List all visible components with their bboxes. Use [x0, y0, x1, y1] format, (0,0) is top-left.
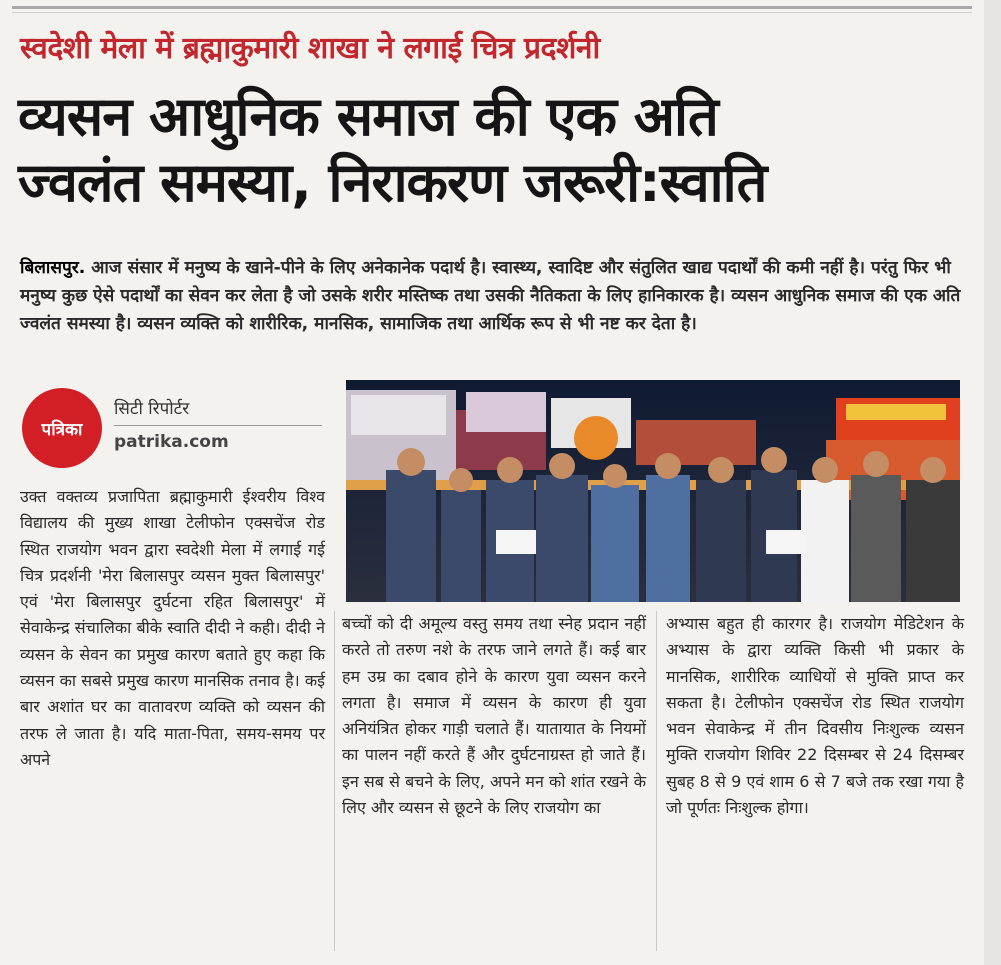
- intro-text: आज संसार में मनुष्य के खाने-पीने के लिए अनेकानेक पदार्थ है। स्वास्थ्य, स्वादिष्ट और संतुलित खाद्य पदार्थों की कमी नहीं है। परंतु फिर भी मनुष्य कुछ ऐसे पदार्थों का सेवन कर लेता है जो उसके शरीर मस्तिष्क तथा उसकी नैतिकता के लिए हानिकारक है। व्यसन आधुनिक समाज की एक अति ज्वलंत समस्या है। व्यसन व्यक्ति को शारीरिक, मानसिक, सामाजिक तथा आर्थिक रूप से भी नष्ट कर देता है।: [20, 258, 961, 334]
- headline-line-1: व्यसन आधुनिक समाज की एक अति: [18, 85, 718, 148]
- headline-line-2: ज्वलंत समस्या, निराकरण जरूरी:स्वाति: [18, 151, 767, 214]
- main-headline: [18, 84, 978, 216]
- column-divider: [334, 611, 335, 951]
- article-column-2: बच्चों को दी अमूल्य वस्तु समय तथा स्नेह प्रदान नहीं करते तो तरुण नशे के तरफ जाने लगते हैं। कई बार हम उम्र का दबाव होने के कारण युवा व्यसन करने लगता है। समाज में व्यसन के कारण ही युवा अनियंत्रित होकर गाड़ी चलाते हैं। यातायात के नियमों का पालन नहीं करते हैं और दुर्घटनाग्रस्त हो जाते हैं। इन सब से बचने के लिए, अपने मन को शांत रखने के लिए और व्यसन से छूटने के लिए राजयोग का: [342, 614, 646, 818]
- byline-rule: [114, 425, 322, 426]
- patrika-logo: [22, 388, 102, 468]
- dateline: बिलासपुर.: [20, 258, 86, 278]
- intro-paragraph: [20, 254, 964, 338]
- article-column-1: उक्त वक्तव्य प्रजापिता ब्रह्माकुमारी ईश्वरीय विश्व विद्यालय की मुख्य शाखा टेलीफोन एक्सचेंज रोड स्थित राजयोग भवन द्वारा स्वदेशी मेला में लगाई गई चित्र प्रदर्शनी 'मेरा बिलासपुर व्यसन मुक्त बिलासपुर' एवं 'मेरा बिलासपुर दुर्घटना रहित बिलासपुर' में सेवाकेन्द्र संचालिका बीके स्वाति दीदी ने कही। दीदी ने व्यसन के सेवन का प्रमुख कारण बताते हुए कहा कि व्यसन का सबसे प्रमुख कारण मानसिक तनाव है। कई बार अशांत घर का वातावरण व्यक्ति को व्यसन की तरफ ले जाता है। यदि माता-पिता, समय-समय पर अपने: [20, 487, 325, 769]
- exhibition-photo: [346, 380, 960, 602]
- article-column-3: अभ्यास बहुत ही कारगर है। राजयोग मेडिटेशन के अभ्यास के द्वारा व्यक्ति किसी भी प्रकार के मानसिक, शारीरिक व्याधियों से मुक्ति प्राप्त कर सकता है। टेलीफोन एक्सचेंज रोड स्थित राजयोग भवन सेवाकेन्द्र में तीन दिवसीय निःशुल्क व्यसन मुक्ति राजयोग शिविर 22 दिसम्बर से 24 दिसम्बर सुबह 8 से 9 एवं शाम 6 से 7 बजे तक रखा गया है जो पूर्णतः निःशुल्क होगा।: [666, 614, 964, 818]
- byline: सिटी रिपोर्टर: [114, 399, 190, 419]
- top-rule-thin: [12, 12, 972, 13]
- logo-text: पत्रिका: [41, 419, 83, 440]
- website-label: patrika.com: [114, 432, 229, 452]
- top-rule: [12, 6, 972, 9]
- page-edge: [984, 0, 1001, 965]
- kicker-headline: स्वदेशी मेला में ब्रह्माकुमारी शाखा ने लगाई चित्र प्रदर्शनी: [20, 31, 600, 66]
- photo-illustration: [346, 380, 960, 602]
- column-divider: [656, 611, 657, 951]
